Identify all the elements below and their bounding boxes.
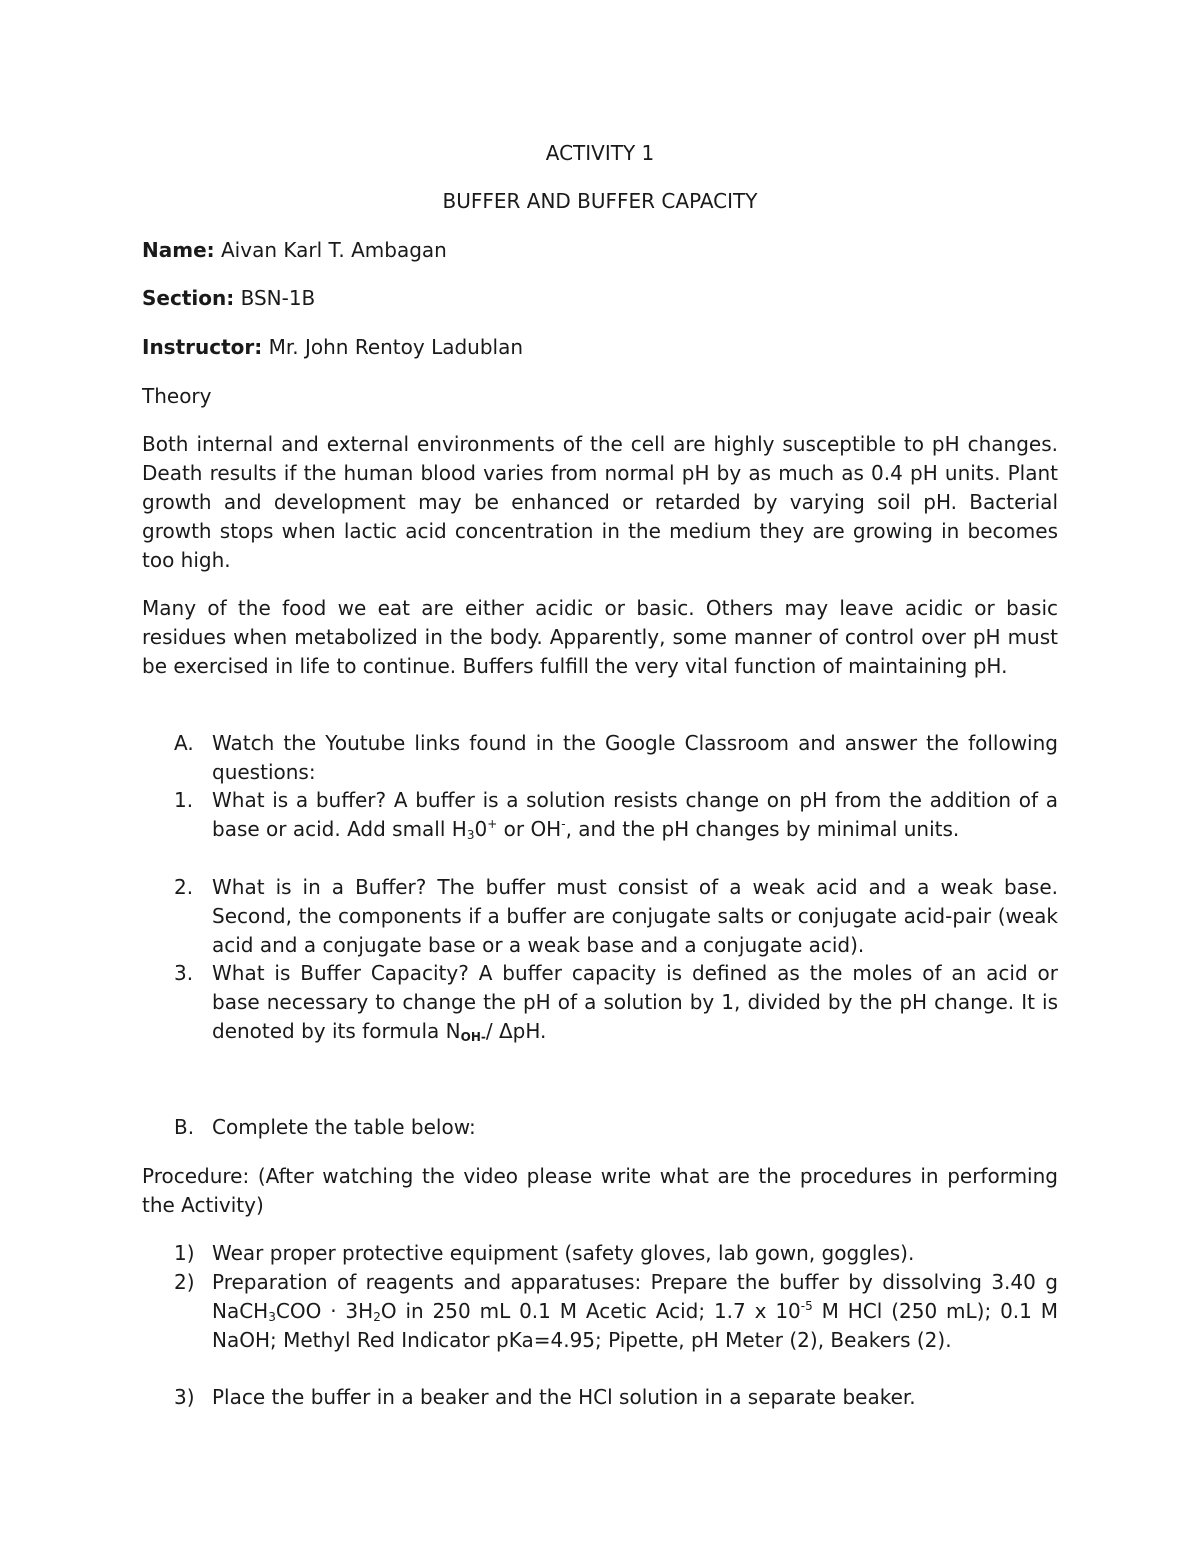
section-label: Section: (142, 286, 235, 310)
part-a-instructions: Watch the Youtube links found in the Google Classroom and answer the following questions: (212, 731, 1058, 784)
step-2-text: Preparation of reagents and apparatuses: Prepare the buffer by dissolving 3.40 g NaCH$_3$COO · $3H_2O$ in 250 mL 0.1 M Acetic Acid; 1.7 x $10^{-5}$ M HCl (250 mL); 0.1 M NaOH; Methyl Red Indicator pKa=4.95; Pipette, pH Meter (2), Beakers (2). (212, 1270, 1058, 1352)
section-value: BSN-1B (240, 286, 316, 310)
question-2-answer: What is in a Buffer? The buffer must consist of a weak acid and a weak base. Second, the components if a buffer are conjugate salts or conjugate acid-pair (weak acid and a conjugate base or a weak base and a conjugate acid). (212, 875, 1058, 957)
step-1-text: Wear proper protective equipment (safety gloves, lab gown, goggles). (212, 1241, 915, 1265)
step-1-marker: 1) (174, 1241, 195, 1265)
question-3-answer: What is Buffer Capacity? A buffer capacity is defined as the moles of an acid or base necessary to change the pH of a solution by 1, divided by the pH change. It is denoted by its formula NOH-/ ΔpH. (212, 961, 1058, 1044)
name-label: Name: (142, 238, 215, 262)
theory-label: Theory (142, 384, 212, 408)
instructor-label: Instructor: (142, 335, 263, 359)
section-line (142, 284, 1058, 313)
instructor-line (142, 333, 1058, 362)
step-3-text: Place the buffer in a beaker and the HCl solution in a separate beaker. (212, 1385, 916, 1409)
instructor-value: Mr. John Rentoy Ladublan (268, 335, 524, 359)
theory-paragraph-1: Both internal and external environments of the cell are highly susceptible to pH changes. Death results if the human blood varies from normal pH by as much as 0.4 pH units. Plant growth and development may be enhanced or retarded by varying soil pH. Bacterial growth stops when lactic acid concentration in the medium they are growing in becomes too high. (142, 432, 1058, 572)
question-1-marker: 1. (174, 788, 194, 812)
question-3-marker: 3. (174, 961, 194, 985)
part-a-marker: A. (174, 731, 194, 755)
name-value: Aivan Karl T. Ambagan (221, 238, 447, 262)
activity-number: ACTIVITY 1 (545, 141, 655, 165)
theory-paragraph-2: Many of the food we eat are either acidic or basic. Others may leave acidic or basic residues when metabolized in the body. Apparently, some manner of control over pH must be exercised in life to continue. Buffers fulfill the very vital function of maintaining pH. (142, 596, 1058, 678)
part-b-marker: B. (174, 1115, 195, 1139)
step-3-marker: 3) (174, 1385, 195, 1409)
step-2-marker: 2) (174, 1270, 195, 1294)
procedure-intro: Procedure: (After watching the video please write what are the procedures in performing the Activity) (142, 1164, 1058, 1217)
part-b-instructions: Complete the table below: (212, 1115, 476, 1139)
question-2-marker: 2. (174, 875, 194, 899)
document-title: BUFFER AND BUFFER CAPACITY (442, 189, 758, 213)
question-1-answer: What is a buffer? A buffer is a solution resists change on pH from the addition of a base or acid. Add small $H_30^+$ or OH-, and the pH changes by minimal units. (212, 788, 1058, 842)
name-line (142, 236, 1058, 265)
